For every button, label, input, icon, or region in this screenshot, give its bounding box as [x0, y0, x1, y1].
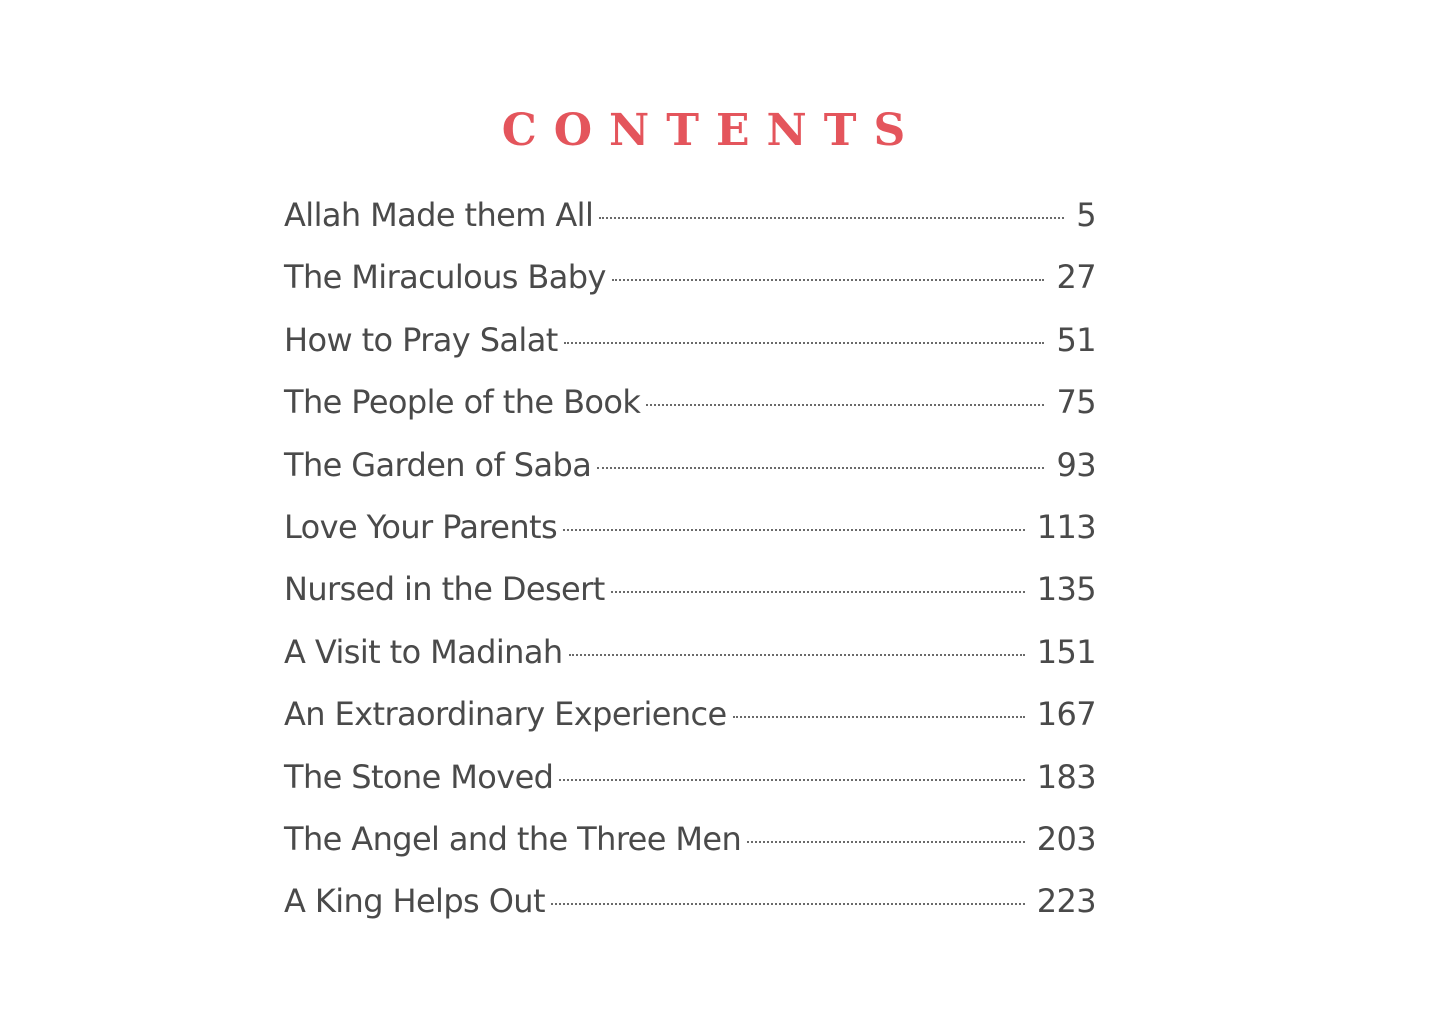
toc-entry [284, 814, 1096, 876]
toc-entry-page: 51 [1056, 320, 1096, 359]
dot-leader [564, 342, 1045, 344]
toc-entry-title: The Angel and the Three Men [284, 819, 742, 858]
toc-entry-title: Allah Made them All [284, 196, 594, 234]
toc-entry [284, 876, 1096, 938]
toc-entry-page: 151 [1036, 632, 1096, 671]
toc-entry-title: The Garden of Saba [284, 445, 592, 484]
toc-entry-page: 93 [1056, 445, 1096, 484]
toc-entry-page: 113 [1036, 507, 1096, 546]
toc-entry [284, 440, 1096, 502]
toc-entry [284, 689, 1096, 751]
toc-entry-page: 203 [1036, 819, 1096, 858]
toc-entry [284, 252, 1096, 314]
table-of-contents [284, 190, 1096, 939]
dot-leader [611, 591, 1025, 593]
dot-leader [733, 716, 1025, 718]
toc-entry-page: 27 [1056, 258, 1096, 297]
dot-leader [563, 529, 1025, 531]
page-title: CONTENTS [501, 105, 923, 157]
toc-entry [284, 752, 1096, 814]
dot-leader [559, 779, 1024, 781]
toc-entry [284, 190, 1096, 252]
toc-entry-page: 75 [1056, 383, 1096, 422]
toc-entry-title: The People of the Book [284, 383, 641, 422]
toc-entry-page: 5 [1076, 196, 1096, 234]
toc-entry [284, 502, 1096, 564]
dot-leader [597, 467, 1044, 469]
toc-entry-title: Nursed in the Desert [284, 570, 605, 609]
dot-leader [747, 841, 1025, 843]
toc-entry [284, 315, 1096, 377]
toc-entry-page: 183 [1036, 757, 1096, 796]
dot-leader [599, 217, 1064, 219]
toc-entry-title: The Stone Moved [284, 757, 554, 796]
toc-entry [284, 377, 1096, 439]
toc-entry-page: 167 [1036, 695, 1096, 734]
toc-entry-title: The Miraculous Baby [284, 258, 606, 297]
toc-entry-title: An Extraordinary Experience [284, 695, 727, 734]
dot-leader [569, 654, 1025, 656]
toc-entry-title: How to Pray Salat [284, 320, 558, 359]
toc-entry-title: A Visit to Madinah [284, 632, 563, 671]
dot-leader [612, 279, 1045, 281]
dot-leader [646, 404, 1044, 406]
toc-entry-title: A King Helps Out [284, 882, 545, 921]
toc-entry-page: 223 [1036, 882, 1096, 921]
toc-entry [284, 564, 1096, 626]
dot-leader [551, 903, 1025, 905]
toc-entry [284, 627, 1096, 689]
toc-entry-page: 135 [1036, 570, 1096, 609]
toc-entry-title: Love Your Parents [284, 507, 558, 546]
